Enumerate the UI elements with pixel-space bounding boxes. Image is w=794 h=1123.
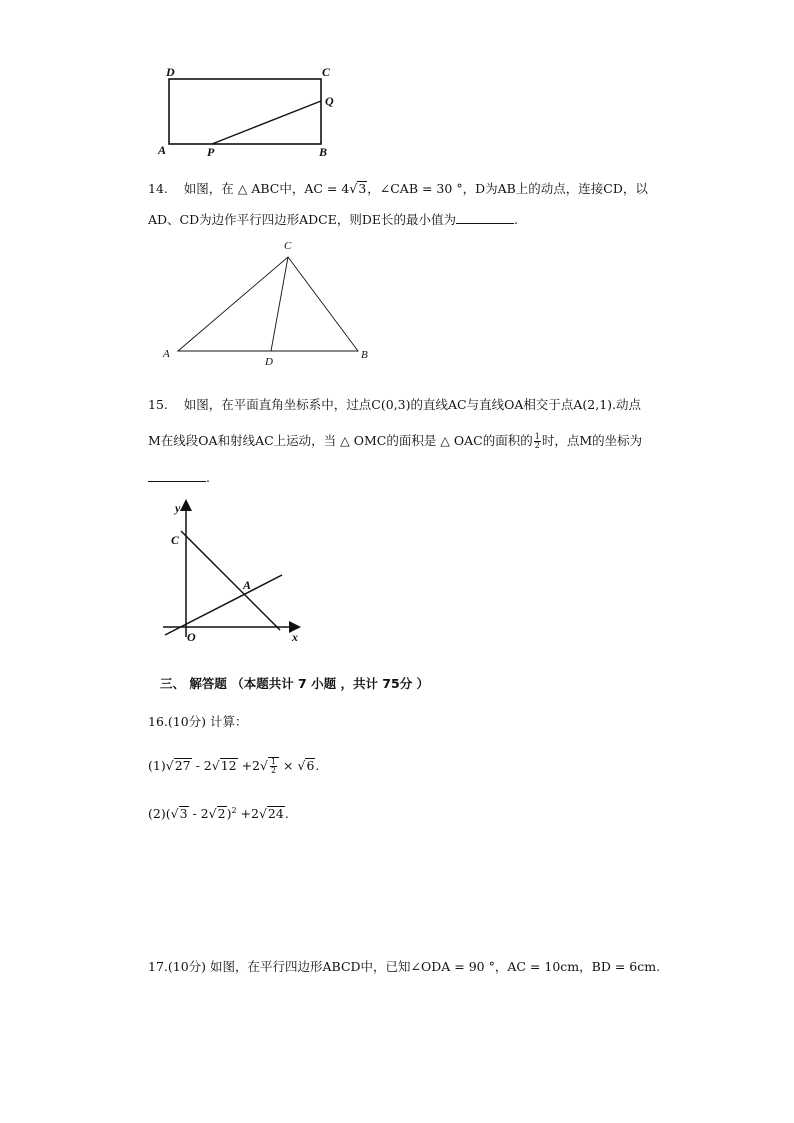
label-c: C bbox=[284, 240, 292, 252]
q14-sqrt-arg: 3 bbox=[358, 181, 367, 196]
triangle-abc bbox=[178, 257, 358, 351]
label-a: A bbox=[163, 348, 170, 360]
q16-part2 bbox=[148, 802, 289, 823]
q15-line2 bbox=[148, 432, 642, 450]
q16-p2-end: . bbox=[284, 806, 289, 822]
q16-p2-r3: 24 bbox=[267, 806, 284, 822]
q15-answer-blank[interactable] bbox=[148, 469, 206, 482]
q14-text-a: 如图，在 △ ABC中，AC = 4 bbox=[183, 181, 350, 196]
q16-p2-r2: 2 bbox=[217, 806, 226, 822]
label-a: A bbox=[243, 578, 252, 592]
q16-p1-op2: +2 bbox=[237, 758, 260, 773]
label-c: C bbox=[171, 533, 180, 547]
q15-line3 bbox=[148, 469, 210, 487]
q16-header: 16.(10分) 计算： bbox=[148, 714, 248, 729]
q14-answer-blank[interactable] bbox=[456, 211, 514, 224]
q14-number: 14. bbox=[148, 181, 168, 196]
segment-cd bbox=[271, 257, 288, 351]
q15-number: 15. bbox=[148, 397, 168, 412]
q16-p1-fraction bbox=[270, 758, 277, 775]
q16-p1-sqrt3: √ $\frac{1}{2}$ bbox=[260, 757, 279, 775]
figure-triangle bbox=[155, 235, 380, 368]
label-c: C bbox=[322, 65, 331, 79]
q16-p1-r1: 27 bbox=[174, 758, 191, 773]
q15-end: . bbox=[206, 470, 210, 485]
rectangle-abcd bbox=[169, 79, 321, 144]
label-q: Q bbox=[325, 94, 334, 108]
q16-p2-label: (2)( bbox=[148, 806, 171, 822]
q15-line2-text-b: 时，点M的坐标为 bbox=[541, 433, 643, 448]
q14-end: . bbox=[514, 212, 519, 227]
label-y: y bbox=[175, 501, 181, 515]
q15-fraction bbox=[534, 433, 541, 450]
q16-p2-sqrt3: √24 bbox=[258, 806, 284, 822]
q14-line2-text: AD、CD为边作平行四边形ADCE，则DE长的最小值为 bbox=[148, 212, 457, 227]
q16-p1-end: . bbox=[315, 758, 320, 773]
q14-line1 bbox=[148, 180, 648, 198]
label-o: O bbox=[187, 630, 196, 644]
label-p: P bbox=[207, 145, 215, 159]
q16-p1-sqrt1: √27 bbox=[165, 758, 191, 773]
segment-pq bbox=[212, 101, 321, 144]
q16-p2-close: ) bbox=[226, 806, 232, 822]
q16-part1 bbox=[148, 757, 319, 775]
q14-sqrt: √3 bbox=[349, 181, 367, 196]
q15-frac-den: 2 bbox=[534, 441, 540, 450]
q15-line2-text-a: M在线段OA和射线AC上运动，当 △ OMC的面积是 △ OAC的面积的 bbox=[148, 433, 533, 448]
q16-p2-op2: +2 bbox=[236, 806, 259, 822]
line-ca bbox=[181, 531, 280, 630]
figure-axes bbox=[155, 495, 310, 645]
q16-p2-sqrt2: √2 bbox=[208, 806, 226, 822]
label-a: A bbox=[158, 143, 167, 157]
figure-rectangle bbox=[150, 60, 350, 165]
q14-text-b: ，∠CAB = 30 °，D为AB上的动点，连接CD，以 bbox=[367, 181, 648, 196]
q16-p1-op1: - 2 bbox=[191, 758, 212, 773]
q16-p1-rad-frac bbox=[268, 757, 279, 775]
q15-line1-text: 如图，在平面直角坐标系中，过点C(0,3)的直线AC与直线OA相交于点A(2,1).动点 bbox=[183, 397, 641, 412]
q14-line2 bbox=[148, 211, 518, 229]
label-b: B bbox=[319, 145, 328, 159]
q16-p1-r3: 6 bbox=[306, 758, 315, 773]
q16-p1-frac-den: 2 bbox=[270, 766, 277, 775]
q16-p2-r1: 3 bbox=[179, 806, 188, 822]
q16-p2-op1: - 2 bbox=[188, 806, 209, 822]
section-title: 三、 解答题 （本题共计 7 小题 ，共计 75分 ） bbox=[160, 676, 430, 691]
q16-p1-sqrt2: √12 bbox=[211, 758, 237, 773]
q16-p1-sqrt4: √6 bbox=[297, 758, 315, 773]
q17-line: 17.(10分) 如图，在平行四边形ABCD中，已知∠ODA = 90 °，AC = 10cm，BD = 6cm. bbox=[148, 959, 661, 974]
label-x: x bbox=[292, 630, 298, 644]
label-d: D bbox=[166, 65, 175, 79]
q15-frac-num: 1 bbox=[534, 432, 540, 441]
q15-line1 bbox=[148, 396, 641, 414]
q16-p2-exponent: 2 bbox=[231, 806, 237, 815]
q16-p1-label: (1) bbox=[148, 758, 166, 773]
q16-p1-op3: × bbox=[279, 758, 298, 773]
q16-p1-frac-num: 1 bbox=[270, 757, 277, 766]
label-d: D bbox=[265, 356, 273, 368]
label-b: B bbox=[361, 349, 368, 361]
line-oa bbox=[165, 575, 282, 635]
q16-p2-sqrt1: √3 bbox=[170, 806, 188, 822]
q16-p1-r2: 12 bbox=[220, 758, 237, 773]
